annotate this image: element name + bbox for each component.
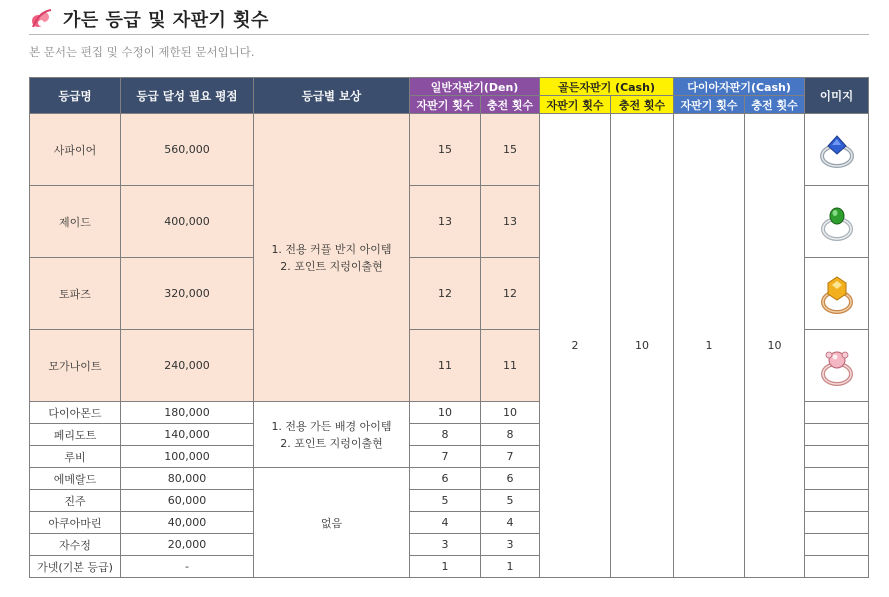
grade-name-cell: 사파이어 bbox=[30, 114, 121, 186]
page-title: 가든 등급 및 자판기 횟수 bbox=[63, 10, 269, 31]
normal-charge-count-cell: 8 bbox=[481, 424, 540, 446]
header-image: 이미지 bbox=[805, 78, 869, 114]
required-score-cell: 60,000 bbox=[121, 490, 254, 512]
ring-image-cell bbox=[805, 512, 869, 534]
subheader-golden-vending-count: 자판기 횟수 bbox=[540, 96, 611, 114]
normal-charge-count-cell: 3 bbox=[481, 534, 540, 556]
grade-name-cell: 다이아몬드 bbox=[30, 402, 121, 424]
morganite-ring-icon bbox=[815, 344, 859, 388]
reward-text: 1. 전용 커플 반지 아이템 2. 포인트 지렁이출현 bbox=[271, 242, 392, 273]
normal-vending-count-cell: 15 bbox=[410, 114, 481, 186]
normal-charge-count-cell: 12 bbox=[481, 258, 540, 330]
normal-charge-count-cell: 1 bbox=[481, 556, 540, 578]
ring-image-cell bbox=[805, 534, 869, 556]
topaz-ring-icon bbox=[815, 272, 859, 316]
ring-image-cell bbox=[805, 258, 869, 330]
normal-vending-count-cell: 12 bbox=[410, 258, 481, 330]
required-score-cell: - bbox=[121, 556, 254, 578]
grade-name-cell: 모가나이트 bbox=[30, 330, 121, 402]
normal-charge-count-cell: 15 bbox=[481, 114, 540, 186]
normal-vending-count-cell: 7 bbox=[410, 446, 481, 468]
reward-cell-none: 없음 bbox=[254, 468, 410, 578]
required-score-cell: 180,000 bbox=[121, 402, 254, 424]
header-reward: 등급별 보상 bbox=[254, 78, 410, 114]
required-score-cell: 100,000 bbox=[121, 446, 254, 468]
required-score-cell: 400,000 bbox=[121, 186, 254, 258]
required-score-cell: 320,000 bbox=[121, 258, 254, 330]
reward-cell-couple-ring bbox=[254, 114, 410, 402]
diamond-vending-count-cell: 1 bbox=[674, 114, 745, 578]
subheader-normal-charge-count: 충전 횟수 bbox=[481, 96, 540, 114]
normal-vending-count-cell: 11 bbox=[410, 330, 481, 402]
required-score-cell: 80,000 bbox=[121, 468, 254, 490]
grade-name-cell: 페리도트 bbox=[30, 424, 121, 446]
grade-name-cell: 진주 bbox=[30, 490, 121, 512]
grade-name-cell: 가넷(기본 등급) bbox=[30, 556, 121, 578]
reward-text: 1. 전용 가든 배경 아이템 2. 포인트 지렁이출현 bbox=[271, 419, 392, 450]
normal-charge-count-cell: 10 bbox=[481, 402, 540, 424]
grade-name-cell: 에메랄드 bbox=[30, 468, 121, 490]
header-normal-vending: 일반자판기(Den) bbox=[410, 78, 540, 96]
title-row bbox=[29, 4, 869, 35]
ring-image-cell bbox=[805, 468, 869, 490]
required-score-cell: 140,000 bbox=[121, 424, 254, 446]
grade-name-cell: 루비 bbox=[30, 446, 121, 468]
subheader-diamond-vending-count: 자판기 횟수 bbox=[674, 96, 745, 114]
normal-vending-count-cell: 10 bbox=[410, 402, 481, 424]
required-score-cell: 40,000 bbox=[121, 512, 254, 534]
edit-restriction-notice: 본 문서는 편집 및 수정이 제한된 문서입니다. bbox=[29, 45, 255, 59]
golden-charge-count-cell: 10 bbox=[611, 114, 674, 578]
normal-charge-count-cell: 5 bbox=[481, 490, 540, 512]
normal-vending-count-cell: 1 bbox=[410, 556, 481, 578]
golden-vending-count-cell: 2 bbox=[540, 114, 611, 578]
ring-image-cell bbox=[805, 114, 869, 186]
normal-charge-count-cell: 11 bbox=[481, 330, 540, 402]
subheader-golden-charge-count: 충전 횟수 bbox=[611, 96, 674, 114]
jade-ring-icon bbox=[815, 200, 859, 244]
normal-charge-count-cell: 4 bbox=[481, 512, 540, 534]
grade-name-cell: 제이드 bbox=[30, 186, 121, 258]
normal-vending-count-cell: 4 bbox=[410, 512, 481, 534]
normal-charge-count-cell: 7 bbox=[481, 446, 540, 468]
required-score-cell: 560,000 bbox=[121, 114, 254, 186]
sapphire-ring-icon bbox=[815, 128, 859, 172]
grade-table bbox=[29, 77, 869, 578]
flower-icon bbox=[29, 6, 55, 32]
ring-image-cell bbox=[805, 490, 869, 512]
grade-name-cell: 토파즈 bbox=[30, 258, 121, 330]
required-score-cell: 240,000 bbox=[121, 330, 254, 402]
header-golden-vending: 골든자판기 (Cash) bbox=[540, 78, 674, 96]
required-score-cell: 20,000 bbox=[121, 534, 254, 556]
ring-image-cell bbox=[805, 556, 869, 578]
header-grade-name: 등급명 bbox=[30, 78, 121, 114]
subheader-diamond-charge-count: 충전 횟수 bbox=[745, 96, 805, 114]
table-row bbox=[30, 114, 869, 186]
ring-image-cell bbox=[805, 186, 869, 258]
grade-name-cell: 자수정 bbox=[30, 534, 121, 556]
subheader-normal-vending-count: 자판기 횟수 bbox=[410, 96, 481, 114]
ring-image-cell bbox=[805, 402, 869, 424]
diamond-charge-count-cell: 10 bbox=[745, 114, 805, 578]
normal-vending-count-cell: 8 bbox=[410, 424, 481, 446]
normal-charge-count-cell: 6 bbox=[481, 468, 540, 490]
ring-image-cell bbox=[805, 424, 869, 446]
grade-name-cell: 아쿠아마린 bbox=[30, 512, 121, 534]
normal-vending-count-cell: 5 bbox=[410, 490, 481, 512]
normal-vending-count-cell: 13 bbox=[410, 186, 481, 258]
normal-charge-count-cell: 13 bbox=[481, 186, 540, 258]
ring-image-cell bbox=[805, 446, 869, 468]
ring-image-cell bbox=[805, 330, 869, 402]
reward-cell-garden-background bbox=[254, 402, 410, 468]
header-required-score: 등급 달성 필요 평점 bbox=[121, 78, 254, 114]
normal-vending-count-cell: 6 bbox=[410, 468, 481, 490]
normal-vending-count-cell: 3 bbox=[410, 534, 481, 556]
header-diamond-vending: 다이아자판기(Cash) bbox=[674, 78, 805, 96]
